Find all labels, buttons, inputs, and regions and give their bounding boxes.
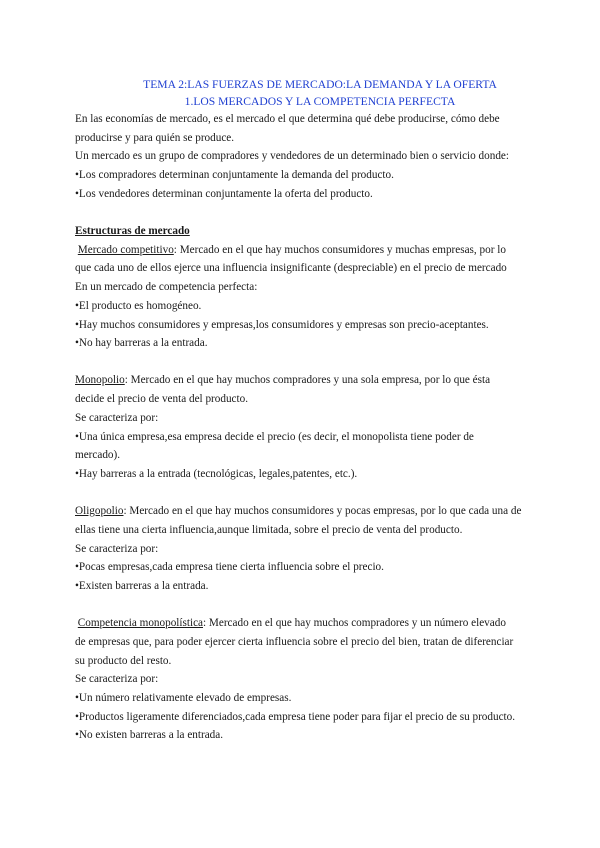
oligopolio-bullet: •Existen barreras a la entrada.: [75, 579, 209, 592]
competitivo-bullet: •Hay muchos consumidores y empresas,los consumidores y empresas son precio-aceptantes.: [75, 318, 489, 331]
competitivo-definition: [75, 241, 545, 260]
oligopolio-term: Oligopolio: [75, 505, 124, 518]
monopolistica-bullet: •Un número relativamente elevado de empresas.: [75, 691, 292, 704]
monopolistica-bullet: •Productos ligeramente diferenciados,cada empresa tiene poder para fijar el precio de su producto.: [75, 710, 516, 723]
competitivo-term: Mercado competitivo: [77, 243, 174, 256]
competitivo-bullet: •El producto es homogéneo.: [75, 299, 202, 312]
monopolio-line: Se caracteriza por:: [75, 411, 159, 424]
monopolistica-bullet: •No existen barreras a la entrada.: [75, 729, 224, 742]
document-body: [75, 110, 545, 745]
monopolio-definition: [75, 371, 545, 390]
monopolistica-def-text: : Mercado en el que hay muchos compradores y un número elevado: [203, 617, 506, 630]
monopolistica-term: Competencia monopolística: [77, 617, 204, 630]
monopolio-bullet: •Una única empresa,esa empresa decide el precio (es decir, el monopolista tiene poder de: [75, 430, 474, 443]
intro-bullet: •Los compradores determinan conjuntamente la demanda del producto.: [75, 169, 394, 182]
competitivo-bullet: •No hay barreras a la entrada.: [75, 337, 208, 350]
document-title: TEMA 2:LAS FUERZAS DE MERCADO:LA DEMANDA Y LA OFERTA: [143, 78, 497, 91]
estructuras-heading: Estructuras de mercado: [75, 225, 190, 238]
monopolio-line: decide el precio de venta del producto.: [75, 393, 249, 406]
oligopolio-definition: [75, 502, 545, 521]
monopolio-bullet: •Hay barreras a la entrada (tecnológicas, legales,patentes, etc.).: [75, 467, 358, 480]
monopolio-term: Monopolio: [75, 374, 125, 387]
intro-line: En las economías de mercado, es el mercado el que determina qué debe producirse, cómo debe: [75, 113, 500, 125]
oligopolio-line: Se caracteriza por:: [75, 542, 159, 555]
monopolistica-line: su producto del resto.: [75, 654, 172, 667]
competitivo-def-text: : Mercado en el que hay muchos consumidores y muchas empresas, por lo: [173, 243, 506, 256]
intro-line: Un mercado es un grupo de compradores y vendedores de un determinado bien o servicio donde:: [75, 150, 510, 163]
intro-line: producirse y para quién se produce.: [75, 131, 235, 144]
monopolistica-line: de empresas que, para poder ejercer cierta influencia sobre el precio del bien, tratan de diferenciar: [75, 635, 514, 648]
section-title: 1.LOS MERCADOS Y LA COMPETENCIA PERFECTA: [184, 95, 456, 108]
monopolistica-definition: [75, 614, 545, 633]
intro-bullet: •Los vendedores determinan conjuntamente la oferta del producto.: [75, 187, 373, 200]
competitivo-line: En un mercado de competencia perfecta:: [75, 281, 258, 294]
monopolistica-line: Se caracteriza por:: [75, 673, 159, 686]
oligopolio-bullet: •Pocas empresas,cada empresa tiene cierta influencia sobre el precio.: [75, 561, 384, 574]
competitivo-line: que cada uno de ellos ejerce una influencia insignificante (despreciable) en el precio de mercado: [75, 262, 507, 275]
monopolio-bullet-cont: mercado).: [75, 449, 121, 462]
monopolio-def-text: : Mercado en el que hay muchos compradores y una sola empresa, por lo que ésta: [124, 374, 491, 387]
oligopolio-line: ellas tiene una cierta influencia,aunque limitada, sobre el precio de venta del producto.: [75, 523, 463, 536]
oligopolio-def-text: : Mercado en el que hay muchos consumidores y pocas empresas, por lo que cada una de: [123, 505, 522, 518]
